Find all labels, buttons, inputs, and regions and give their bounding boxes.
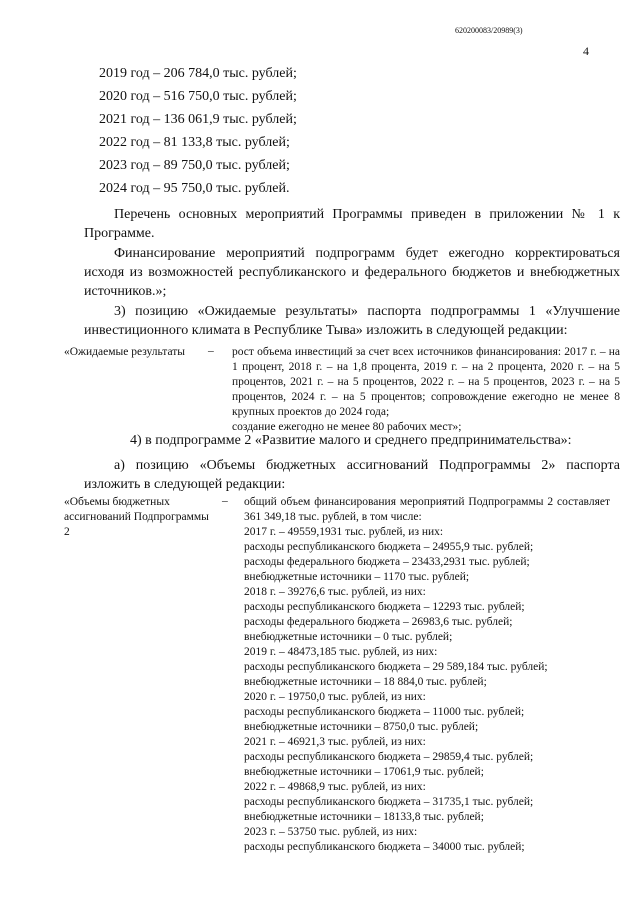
table2-line: 2018 г. – 39276,6 тыс. рублей, из них:	[244, 586, 426, 598]
table2-line: расходы республиканского бюджета – 11000 тыс. рублей;	[244, 706, 525, 718]
paragraph-item-3: 3) позицию «Ожидаемые результаты» паспорта подпрограммы 1 «Улучшение инвестиционного климата в Республике Тыва» изложить в следующей редакции:	[84, 304, 620, 338]
table2-line: 2020 г. – 19750,0 тыс. рублей, из них:	[244, 691, 426, 703]
budget-line-2019: 2019 год – 206 784,0 тыс. рублей;	[99, 66, 297, 81]
table2-line: расходы республиканского бюджета – 31735,1 тыс. рублей;	[244, 796, 534, 808]
table2-line: 2021 г. – 46921,3 тыс. рублей, из них:	[244, 736, 426, 748]
paragraph-financing: Финансирование мероприятий подпрограмм будет ежегодно корректироваться исходя из возможностей республиканского и федерального бюджетов и внебюджетных источников.»;	[84, 246, 620, 299]
table2-line: внебюджетные источники – 18133,8 тыс. рублей;	[244, 811, 484, 823]
table2-label: «Объемы бюджетных ассигнований Подпрограммы 2	[64, 496, 209, 538]
table2-line: расходы республиканского бюджета – 34000 тыс. рублей;	[244, 841, 525, 853]
paragraph-item-4: 4) в подпрограмме 2 «Развитие малого и среднего предпринимательства»:	[130, 433, 572, 448]
budget-line-2022: 2022 год – 81 133,8 тыс. рублей;	[99, 135, 290, 150]
budget-line-2023: 2023 год – 89 750,0 тыс. рублей;	[99, 158, 290, 173]
table2-line: 2017 г. – 49559,1931 тыс. рублей, из них:	[244, 526, 444, 538]
table2-line: 2019 г. – 48473,185 тыс. рублей, из них:	[244, 646, 438, 658]
paragraph-program-appendix: Перечень основных мероприятий Программы приведен в приложении № 1 к Программе.	[84, 207, 620, 241]
table2-content	[244, 495, 610, 855]
budget-line-2021: 2021 год – 136 061,9 тыс. рублей;	[99, 112, 297, 127]
table2-line: 2022 г. – 49868,9 тыс. рублей, из них:	[244, 781, 426, 793]
table2-line: расходы республиканского бюджета – 29859,4 тыс. рублей;	[244, 751, 534, 763]
table2-dash: –	[222, 495, 228, 507]
table1-content	[232, 345, 620, 435]
table2-line: внебюджетные источники – 17061,9 тыс. рублей;	[244, 766, 484, 778]
budget-line-2020: 2020 год – 516 750,0 тыс. рублей;	[99, 89, 297, 104]
table2-line: внебюджетные источники – 1170 тыс. рублей;	[244, 571, 470, 583]
paragraph-item-4a: а) позицию «Объемы бюджетных ассигнований Подпрограммы 2» паспорта изложить в следующей редакции:	[84, 458, 620, 492]
table2-line: расходы республиканского бюджета – 29 589,184 тыс. рублей;	[244, 661, 548, 673]
table2-line: внебюджетные источники – 8750,0 тыс. рублей;	[244, 721, 479, 733]
table1-content-last: создание ежегодно не менее 80 рабочих мест»;	[232, 421, 462, 433]
table2-line: расходы федерального бюджета – 26983,6 тыс. рублей;	[244, 616, 513, 628]
table2-line: расходы республиканского бюджета – 12293 тыс. рублей;	[244, 601, 525, 613]
budget-line-2024: 2024 год – 95 750,0 тыс. рублей.	[99, 181, 290, 196]
page-number: 4	[583, 44, 589, 58]
table2-intro: общий объем финансирования мероприятий Подпрограммы 2 составляет 361 349,18 тыс. рублей, в том числе:	[244, 496, 610, 523]
table1-dash: –	[208, 345, 214, 357]
document-id: 620200083/20989(3)	[455, 26, 523, 35]
table1-label: «Ожидаемые результаты	[64, 346, 186, 358]
table2-line: внебюджетные источники – 0 тыс. рублей;	[244, 631, 453, 643]
table2-line: расходы республиканского бюджета – 24955,9 тыс. рублей;	[244, 541, 534, 553]
table2-line: 2023 г. – 53750 тыс. рублей, из них:	[244, 826, 418, 838]
table2-line: расходы федерального бюджета – 23433,2931 тыс. рублей;	[244, 556, 530, 568]
table1-content-text: рост объема инвестиций за счет всех источников финансирования: 2017 г. – на 1 процент, 2018 г. – на 1,8 процента, 2019 г. – на 2 процента, 2020 г. – на 5 процентов, 2021 г. – на 5 процентов, 2022 г. – на 5 процентов, 2023 г. – на 5 процентов, 2024 г. – на 5 процентов; сопровождение ежегодно не менее 8 крупных проектов до 2024 года;	[232, 346, 620, 418]
table2-line: внебюджетные источники – 18 884,0 тыс. рублей;	[244, 676, 487, 688]
